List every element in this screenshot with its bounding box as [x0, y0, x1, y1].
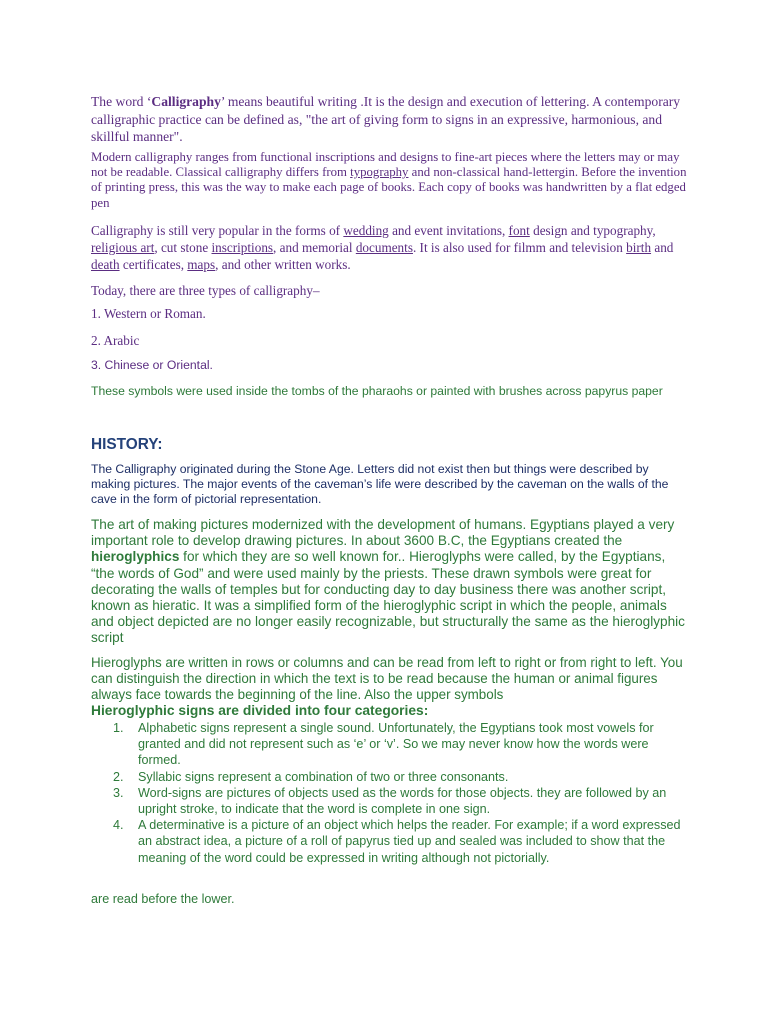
type-item-arabic: 2. Arabic — [91, 333, 140, 348]
list-item-text: A determinative is a picture of an object which helps the reader. For example; if a word expressed an abstract idea, a picture of a roll of papyrus tied up and sealed was included to show that the meaning of the word could be expressed in writing although not pictorially. — [138, 818, 681, 865]
list-item — [91, 769, 691, 785]
list-item — [91, 817, 691, 866]
types-intro: Today, there are three types of calligraphy– — [91, 283, 320, 298]
list-number: 2. — [113, 769, 124, 784]
text: . It is also used for filmm and television — [412, 239, 627, 255]
text: , cut stone — [154, 239, 212, 255]
text: design and typography, — [529, 223, 656, 238]
history-heading: HISTORY: — [91, 436, 163, 453]
calligraphy-term: Calligraphy — [151, 94, 221, 109]
text: and — [651, 239, 674, 255]
modern-calligraphy-paragraph — [91, 150, 691, 211]
signs-heading: Hieroglyphic signs are divided into four categories: — [91, 703, 429, 718]
text: The art of making pictures modernized with the development of humans. Egyptians played a very important role to develop drawing pictures. In about 3600 B.C, the Egyptians created the — [91, 517, 675, 549]
intro-paragraph — [91, 93, 691, 146]
text: ’ means beautiful writing .It is the design and execution of lettering. A contemporary calligraphic practice can be defined as, "the art of giving form to signs in an expressive, harmonious, and skillful manner". — [91, 94, 681, 144]
text: certificates, — [119, 256, 188, 272]
list-number: 1. — [113, 721, 124, 735]
list-number: 3. — [113, 785, 124, 800]
maps-link[interactable]: maps — [187, 256, 216, 272]
text: , and memorial — [273, 239, 356, 255]
type-item-western: 1. Western or Roman. — [91, 306, 206, 321]
birth-link[interactable]: birth — [626, 239, 652, 255]
text: The word ‘ — [91, 94, 152, 109]
text: , and other written works. — [215, 256, 351, 272]
wedding-link[interactable]: wedding — [343, 223, 389, 238]
text: Calligraphy is still very popular in the forms of — [91, 223, 344, 238]
text: for which they are so well known for.. Hieroglyphs were called, by the Egyptians, “the words of God” and were used mainly by the priests. These drawn symbols were great for decorating the walls of temples but for conducting day to day business there was another script, known as hieratic. It was a simplified form of the hieroglyphic script in which the people, animals and object depicted are no longer easily recognizable, but structurally the same as the hieroglyphic script — [91, 549, 685, 646]
text: and event invitations, — [388, 223, 509, 238]
popular-forms-paragraph — [91, 223, 691, 273]
inscriptions-link[interactable]: inscriptions — [211, 239, 274, 255]
font-link[interactable]: font — [508, 223, 530, 238]
typography-link[interactable]: typography — [350, 165, 409, 180]
hieroglyphics-term: hieroglyphics — [91, 549, 180, 565]
signs-list — [91, 720, 691, 866]
text: Modern calligraphy ranges from functional inscriptions and designs to fine-art pieces where the letters may or may not be readable. Classical calligraphy differs from — [91, 150, 680, 180]
death-link[interactable]: death — [91, 256, 120, 272]
text: and non-classical hand-lettergin. Before the invention of printing press, this was the way to make each page of books. Each copy of books was handwritten by a flat edged pen — [91, 165, 687, 210]
list-item — [91, 785, 691, 817]
list-number: 4. — [113, 818, 124, 833]
list-item-text: Alphabetic signs represent a single sound. Unfortunately, the Egyptians took most vowels for granted and did not represent such as ‘e’ or ‘v’. So we may never know how the words were formed. — [138, 721, 654, 768]
hieroglyphics-paragraph — [91, 517, 691, 647]
reading-direction-paragraph: Hieroglyphs are written in rows or columns and can be read from left to right or from right to left. You can distinguish the direction in which the text is to be read because the human or animal figures always face towards the beginning of the line. Also the upper symbols — [91, 655, 683, 702]
tombs-paragraph: These symbols were used inside the tombs of the pharaohs or painted with brushes across papyrus paper — [91, 384, 663, 398]
religious-art-link[interactable]: religious art — [91, 239, 155, 255]
list-item-text: Word-signs are pictures of objects used as the words for those objects. they are followed by an upright stroke, to indicate that the word is complete in one sign. — [138, 785, 667, 817]
documents-link[interactable]: documents — [355, 239, 413, 255]
type-item-chinese: 3. Chinese or Oriental. — [91, 358, 213, 372]
closing-line: are read before the lower. — [91, 892, 235, 906]
list-item — [91, 720, 691, 769]
list-item-text: Syllabic signs represent a combination of two or three consonants. — [138, 769, 509, 784]
stone-age-paragraph: The Calligraphy originated during the Stone Age. Letters did not exist then but things were described by making pictures. The major events of the caveman’s life were described by the caveman on the walls of the cave in the form of pictorial representation. — [91, 462, 669, 507]
